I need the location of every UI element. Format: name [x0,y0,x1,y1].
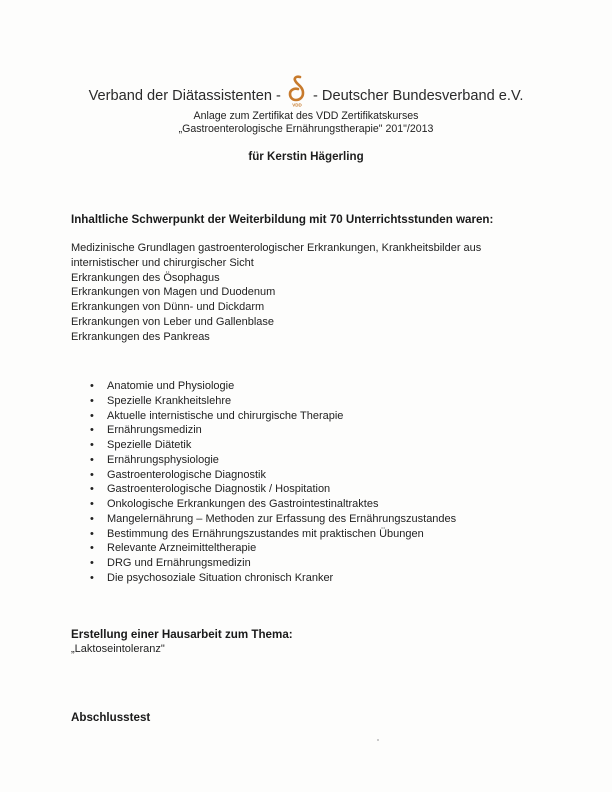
final-exam-heading: Abschlusstest [71,711,151,724]
organization-header [0,74,612,108]
subtitle-line-1: Anlage zum Zertifikat des VDD Zertifikatskurses [193,110,419,122]
topic-item: • Mangelernährung – Methoden zur Erfassung des Ernährungszustandes [90,512,456,527]
subtitle-line-2: „Gastroenterologische Ernährungstherapie" 201"/2013 [178,123,434,135]
topic-item: • Ernährungsmedizin [90,423,456,438]
thesis-topic: „Laktoseintoleranz" [71,643,165,655]
org-name-left: Verband der Diätassistenten - [88,88,281,104]
topic-item: • DRG und Ernährungsmedizin [90,556,456,571]
focus-line: Erkrankungen von Dünn- und Dickdarm [71,301,265,314]
focus-line: Erkrankungen des Ösophagus [71,271,220,284]
topic-item: • Anatomie und Physiologie [90,379,456,394]
topic-item: • Spezielle Diätetik [90,438,456,453]
org-name-right: - Deutscher Bundesverband e.V. [313,88,524,104]
topic-item: • Ernährungsphysiologie [90,453,456,468]
logo-text: VDD [292,102,302,108]
topic-item: • Spezielle Krankheitslehre [90,394,456,409]
focus-line: Erkrankungen von Magen und Duodenum [71,286,276,299]
topic-item: • Bestimmung des Ernährungszustandes mit praktischen Übungen [90,527,456,542]
topic-item: • Gastroenterologische Diagnostik / Hospitation [90,482,456,497]
focus-line: Erkrankungen des Pankreas [71,330,210,343]
topic-list [90,379,456,586]
thesis-heading: Erstellung einer Hausarbeit zum Thema: [71,628,293,641]
recipient-name: für Kerstin Hägerling [248,150,364,163]
topic-item: • Gastroenterologische Diagnostik [90,468,456,483]
focus-heading: Inhaltliche Schwerpunkt der Weiterbildung mit 70 Unterrichtsstunden waren: [71,213,494,226]
topic-item: • Die psychosoziale Situation chronisch Kranker [90,571,456,586]
scan-speck [377,739,379,741]
focus-line: internistischer und chirurgischer Sicht [71,256,254,269]
vdd-logo [287,74,307,108]
focus-list [71,241,591,345]
topic-item: • Relevante Arzneimitteltherapie [90,541,456,556]
topic-item: • Aktuelle internistische und chirurgische Therapie [90,409,456,424]
topic-item: • Onkologische Erkrankungen des Gastrointestinaltraktes [90,497,456,512]
focus-line: Erkrankungen von Leber und Gallenblase [71,315,275,328]
focus-line: Medizinische Grundlagen gastroenterologischer Erkrankungen, Krankheitsbilder aus [71,242,482,254]
